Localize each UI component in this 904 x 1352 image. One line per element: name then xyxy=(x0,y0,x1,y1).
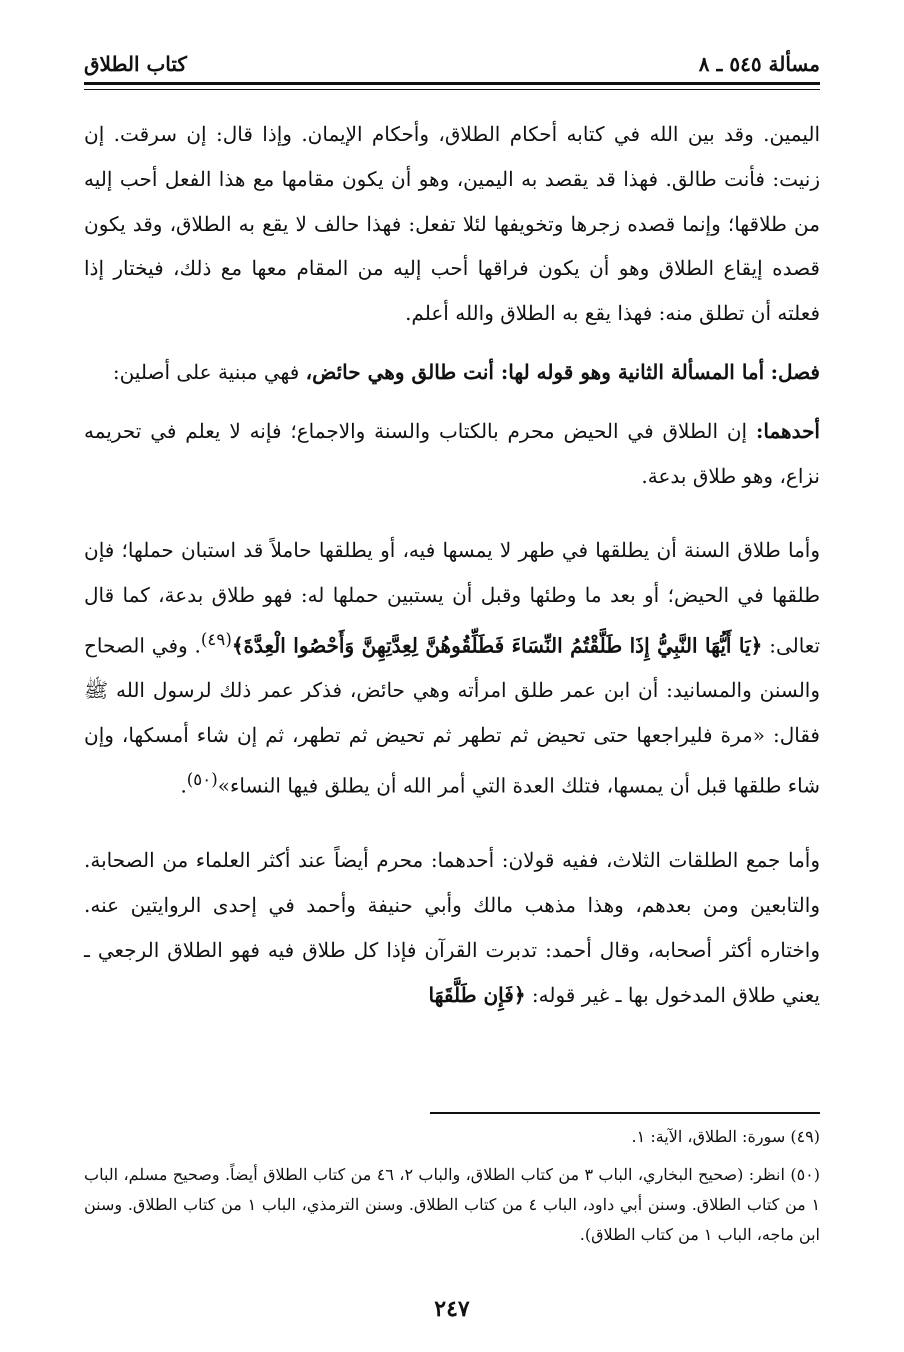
running-header xyxy=(84,40,820,76)
first-principle-label: أحدهما: xyxy=(755,418,820,443)
footnotes xyxy=(84,1122,820,1250)
paragraph-fasl xyxy=(84,350,820,395)
section-heading-rest: فهي مبنية على أصلين: xyxy=(112,359,300,384)
book-title: كتاب الطلاق xyxy=(84,52,187,76)
footnote-rule xyxy=(430,1112,820,1114)
sunna-text-2: . وفي الصحاح والسنن والمسانيد: أن ابن عمر طلق امرأته وهي حائض، فذكر عمر ذلك لرسول الله ﷺ فقال: «مرة فليراجعها حتى تحيض ثم تطهر ثم تحيض ثم تطهر، ثم إن شاء أمسكها، وإن شاء طلقها قبل أن يمسها، فتلك العدة التي أمر الله أن يطلق فيها النساء» xyxy=(84,633,820,798)
first-principle-text: إن الطلاق في الحيض محرم بالكتاب والسنة والاجماع؛ فإنه لا يعلم في تحريمه نزاع، وهو طلاق بدعة. xyxy=(84,418,820,488)
paragraph-sunna-divorce xyxy=(84,528,820,808)
paragraph-first-principle xyxy=(84,409,820,499)
quran-verse-2: ﴿فَإِن طَلَّقَهَا xyxy=(428,982,526,1007)
section-label: فصل: xyxy=(770,359,820,384)
footnote-ref-49: (٤٩) xyxy=(200,629,232,649)
main-text xyxy=(84,112,820,1018)
header-rule-thin xyxy=(84,89,820,90)
triple-divorce-text: وأما جمع الطلقات الثلاث، ففيه قولان: أحدهما: محرم أيضاً عند أكثر العلماء من الصحابة. والتابعين ومن بعدهم، وهذا مذهب مالك وأبي حنيفة وأحمد في إحدى الروايتين عنه. واختاره أكثر أصحابه، وقال أحمد: تدبرت القرآن فإذا كل طلاق فيه فهو الطلاق الرجعي ـ يعني طلاق المدخول بها ـ غير قوله: xyxy=(84,848,820,1007)
header-rule-thick xyxy=(84,82,820,85)
footnote-ref-50: (٥٠) xyxy=(186,770,218,790)
page-number: ٢٤٧ xyxy=(434,1296,470,1322)
footnote-49: (٤٩) سورة: الطلاق، الآية: ١. xyxy=(631,1127,820,1146)
footnote-50: (٥٠) انظر: (صحيح البخاري، الباب ٣ من كتاب الطلاق، والباب ٢، ٤٦ من كتاب الطلاق أيضاً. وصحيح مسلم، الباب ١ من كتاب الطلاق. وسنن أبي داود، الباب ٤ من كتاب الطلاق. وسنن الترمذي، الباب ١ من كتاب الطلاق. وسنن ابن ماجه، الباب ١ من كتاب الطلاق). xyxy=(84,1165,821,1244)
quran-verse: ﴿يَا أَيُّهَا النَّبِيُّ إِذَا طَلَّقْتُمُ النِّسَاءَ فَطَلِّقُوهُنَّ لِعِدَّتِهِنَّ وَأَحْصُوا الْعِدَّةَ﴾ xyxy=(231,633,763,658)
paragraph-triple-divorce xyxy=(84,838,820,1017)
sunna-end: . xyxy=(180,773,187,798)
sunna-text-1: وأما طلاق السنة أن يطلقها في طهر لا يمسها فيه، أو يطلقها حاملاً قد استبان حملها؛ فإن طلقها في الحيض؛ أو بعد ما وطئها وقبل أن يستبين حملها له: فهو طلاق بدعة، كما قال تعالى: xyxy=(84,538,821,658)
paragraph-oath: اليمين. وقد بين الله في كتابه أحكام الطلاق، وأحكام الإيمان. وإذا قال: إن سرقت. إن زنيت: فأنت طالق. فهذا قد يقصد به اليمين، وهو أن يكون مقامها مع هذا الفعل أحب إليه من طلاقها؛ وإنما قصده زجرها وتخويفها لئلا تفعل: فهذا حالف لا يقع به الطلاق، وقد يكون قصده إيقاع الطلاق وهو أن يكون فراقها أحب إليه من المقام معها مع ذلك، فيختار إذا فعلته أن تطلق منه: فهذا يقع به الطلاق والله أعلم. xyxy=(84,122,820,326)
section-heading: أما المسألة الثانية وهو قوله لها: أنت طالق وهي حائض، xyxy=(305,359,765,384)
issue-reference: مسألة ٥٤٥ ـ ٨ xyxy=(698,52,820,76)
